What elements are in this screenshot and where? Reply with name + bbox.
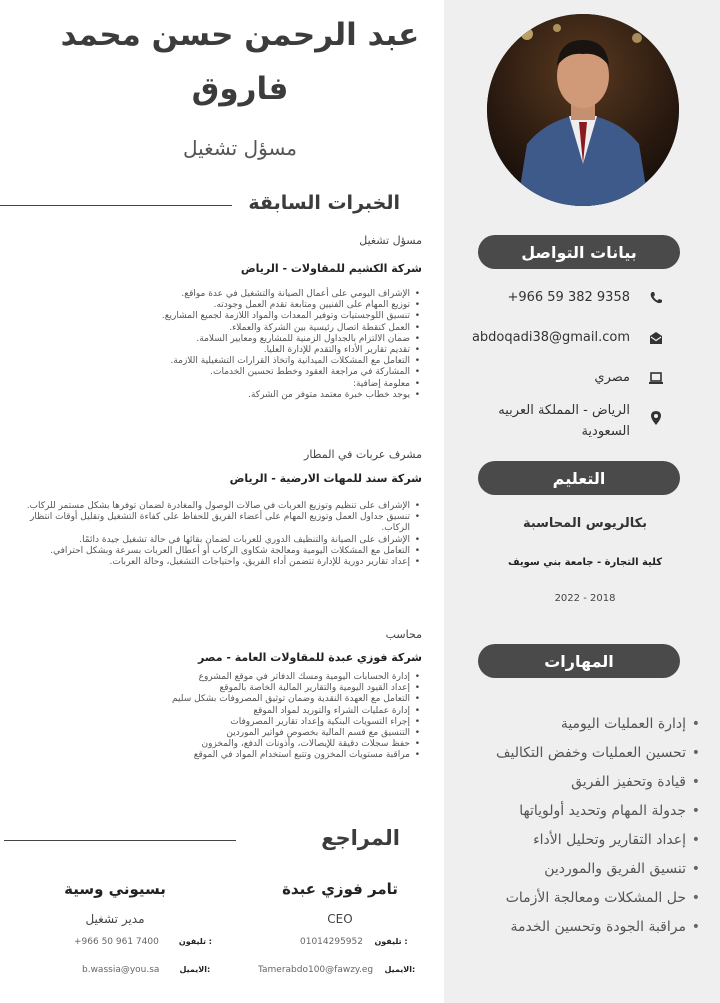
job-company: شركة الكشيم للمقاولات - الرياض [240,262,422,275]
skill-item: • تنسيق الفريق والموردين [460,855,700,884]
duty-item: • معلومة إضافية: [22,379,422,390]
duty-item: • تقديم تقارير الأداء والتقدم للإدارة العليا. [22,345,422,356]
education-section-header: التعليم [478,461,680,495]
laptop-icon [648,370,664,386]
location-pin-icon [648,410,664,426]
email-address[interactable]: abdoqadi38@gmail.com [471,330,630,345]
skills-list [460,710,700,942]
duty-item: • التعامل مع العهدة النقدية وضمان توثيق المصروفات بشكل سليم [132,694,422,705]
contact-nationality-row [470,370,670,390]
reference-email: b.wassia@you.sa الايميل: [82,965,211,975]
candidate-name: عبد الرحمن حسن محمد فاروق [60,17,420,107]
skills-section-header: المهارات [478,644,680,678]
education-school: كلية التجارة - جامعة بني سويف [507,557,663,568]
references-section-title: المراجع [321,826,400,850]
reference-name: بسيوني وسية [64,880,166,898]
reference-phone: +966 50 961 7400 تليفون : [74,937,212,947]
reference-name: تامر فوزي عبدة [282,880,398,898]
duty-item: • التعامل مع المشكلات الميدانية واتخاذ القرارات التشغيلية اللازمة. [22,356,422,367]
contact-section-header: بيانات التواصل [478,235,680,269]
duty-item: • مراقبة مستويات المخزون وتتبع استخدام المواد في الموقع [132,750,422,761]
skill-item: • مراقبة الجودة وتحسين الخدمة [460,913,700,942]
experience-section-title: الخبرات السابقة [248,192,400,214]
reference-card [30,880,200,926]
duty-item: • إعداد تقارير دورية للإدارة تتضمن أداء الفريق، واحتياجات التشغيل، وحالة العربات. [22,557,422,568]
job-duties-list [22,501,422,568]
duty-item: • التنسيق مع قسم المالية بخصوص فواتير الموردين [132,728,422,739]
location: الرياض - المملكة العربيه السعودية [498,403,630,439]
skill-item: • حل المشكلات ومعالجة الأزمات [460,884,700,913]
reference-phone: 01014295952 تليفون : [300,937,408,947]
phone-icon [648,290,664,306]
reference-email: Tamerabdo100@fawzy.eg الايميل: [258,965,416,975]
skill-item: • تحسين العمليات وخفض التكاليف [460,739,700,768]
contact-location-row [470,400,670,442]
contact-email-row [470,330,670,350]
skill-item: • إعداد التقارير وتحليل الأداء [460,826,700,855]
experience-divider [0,205,232,206]
duty-item: • العمل كنقطة اتصال رئيسية بين الشركة والعملاء. [22,323,422,334]
job-company: شركة فوزي عبدة للمقاولات العامة - مصر [198,651,422,664]
job-title: محاسب [385,628,422,641]
nationality: مصري [594,370,630,385]
duty-item: • تنسيق اللوجستيات وتوفير المعدات والمواد اللازمة لجميع المشاريع. [22,311,422,322]
reference-title: CEO [327,912,353,926]
job-company: شركة سند للمهات الارضية - الرياض [229,472,422,485]
job-title: مسؤل تشغيل [359,234,422,247]
duty-item: • ضمان الالتزام بالجداول الزمنية للمشاريع ومعايير السلامة. [22,334,422,345]
duty-item: • إعداد القيود اليومية والتقارير المالية الخاصة بالموقع [132,683,422,694]
duty-item: • تنسيق جداول العمل وتوزيع المهام على أعضاء الفريق للحفاظ على كفاءة التشغيل وتقليل أوقات انتظار الركاب. [22,512,422,534]
reference-title: مدير تشغيل [85,912,145,926]
job-title: مشرف عربات في المطار [304,448,422,461]
skill-item: • إدارة العمليات اليومية [460,710,700,739]
duty-item: • المشاركة في مراجعة العقود وخطط تحسين الخدمات. [22,367,422,378]
job-duties-list [22,289,422,401]
skill-item: • جدولة المهام وتحديد أولوياتها [460,797,700,826]
references-divider [4,840,236,841]
education-degree: بكالريوس المحاسبة [522,516,648,531]
duty-item: • توزيع المهام على الفنيين ومتابعة تقدم العمل وجودته. [22,300,422,311]
duty-item: • إدارة عمليات الشراء والتوريد لمواد الموقع [132,706,422,717]
duty-item: • حفظ سجلات دقيقة للإيصالات، وأذونات الدفع، والمخزون [132,739,422,750]
envelope-icon [648,330,664,346]
duty-item: • إدارة الحسابات اليومية ومسك الدفاتر في موقع المشروع [132,672,422,683]
duty-item: • إجراء التسويات البنكية وإعداد تقارير المصروفات [132,717,422,728]
duty-item: • الإشراف على الصيانة والتنظيف الدوري للعربات لضمان بقائها في حالة تشغيل جيدة دائمًا. [22,535,422,546]
candidate-role: مسؤل تشغيل [182,136,297,160]
skill-item: • قيادة وتحفيز الفريق [460,768,700,797]
education-years: 2018 - 2022 [554,593,616,604]
phone-number[interactable]: +966 59 382 9358 [507,290,630,305]
duty-item: • الإشراف على تنظيم وتوزيع العربات في صالات الوصول والمغادرة لضمان توفرها بشكل مستمر للركاب. [22,501,422,512]
duty-item: • يوجد خطاب خبرة معتمد متوفر من الشركة. [22,390,422,401]
contact-phone-row [470,290,670,310]
job-duties-list [132,672,422,762]
duty-item: • التعامل مع المشكلات اليومية ومعالجة شكاوى الركاب أو أعطال العربات بسرعة وبشكل احترافي. [22,546,422,557]
duty-item: • الإشراف اليومي على أعمال الصيانة والتشغيل في عدة مواقع. [22,289,422,300]
reference-card [250,880,430,926]
profile-photo [487,14,679,206]
